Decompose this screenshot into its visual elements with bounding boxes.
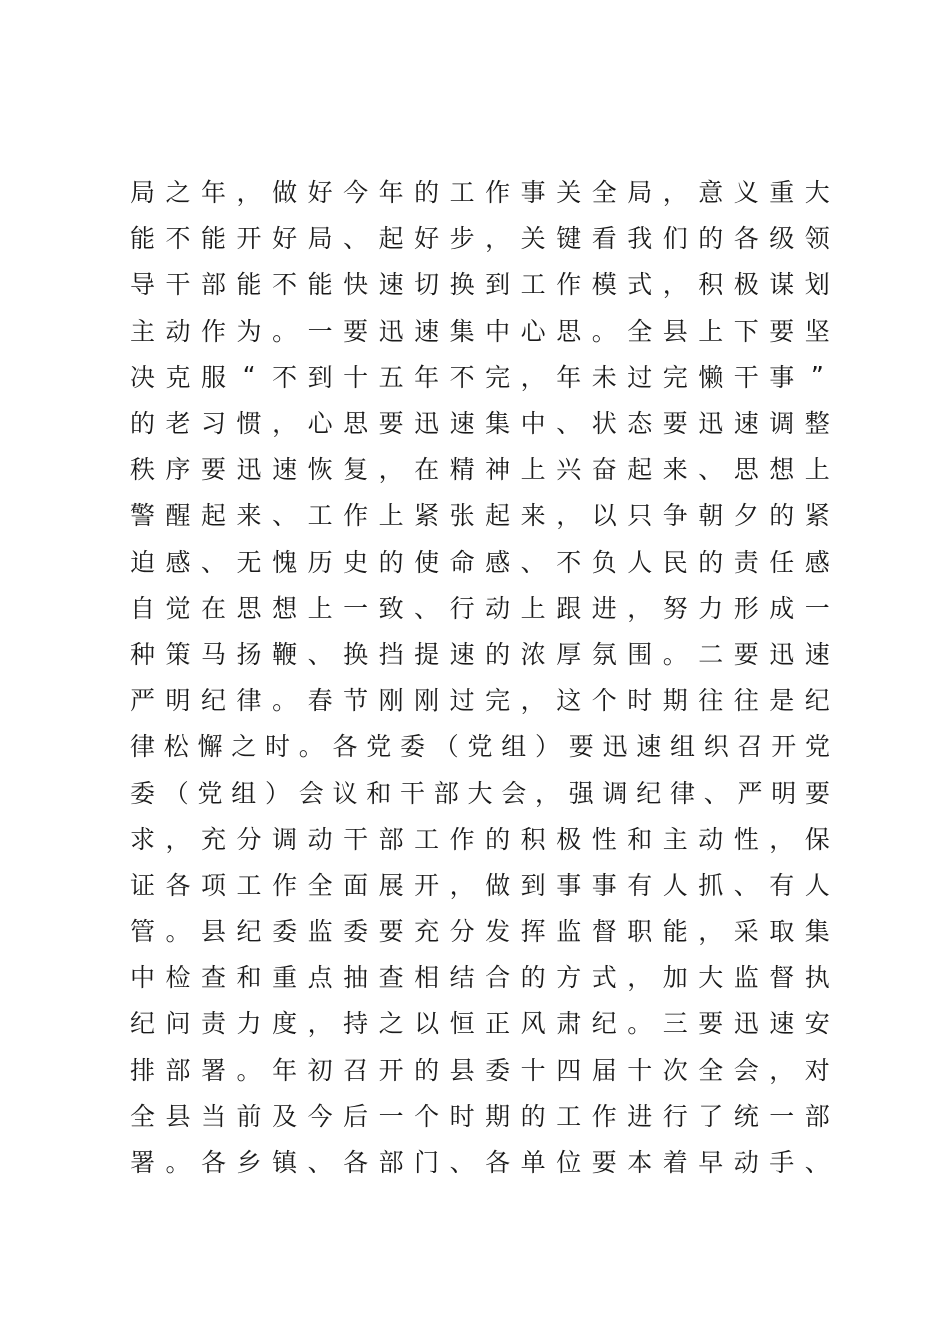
text-line: 中 检 查 和 重 点 抽 查 相 结 合 的 方 式 ， 加 大 监 督 执 [130, 963, 830, 993]
text-line: 种 策 马 扬 鞭 、 换 挡 提 速 的 浓 厚 氛 围 。 二 要 迅 速 [130, 639, 830, 669]
text-line: 证 各 项 工 作 全 面 展 开 ， 做 到 事 事 有 人 抓 、 有 人 [130, 870, 830, 900]
text-line: 自 觉 在 思 想 上 一 致 、 行 动 上 跟 进 ， 努 力 形 成 一 [130, 593, 830, 623]
text-line: 的 老 习 惯 ， 心 思 要 迅 速 集 中 、 状 态 要 迅 速 调 整 [130, 409, 830, 439]
text-line: 律 松 懈 之 时 。 各 党 委 （ 党 组 ） 要 迅 速 组 织 召 开 党 [130, 732, 831, 762]
text-line: 委 （ 党 组 ） 会 议 和 干 部 大 会 ， 强 调 纪 律 、 严 明 要 [130, 778, 831, 808]
text-line: 主 动 作 为 。 一 要 迅 速 集 中 心 思 。 全 县 上 下 要 坚 [130, 316, 830, 346]
text-line: 署 。 各 乡 镇 、 各 部 门 、 各 单 位 要 本 着 早 动 手 、 [130, 1148, 830, 1178]
body-text [130, 168, 830, 1184]
text-line: 严 明 纪 律 。 春 节 刚 刚 过 完 ， 这 个 时 期 往 往 是 纪 [130, 686, 830, 716]
text-line: 排 部 署 。 年 初 召 开 的 县 委 十 四 届 十 次 全 会 ， 对 [130, 1055, 830, 1085]
text-line: 全 县 当 前 及 今 后 一 个 时 期 的 工 作 进 行 了 统 一 部 [130, 1101, 830, 1131]
text-line: 导 干 部 能 不 能 快 速 切 换 到 工 作 模 式 ， 积 极 谋 划 [130, 270, 830, 300]
text-line: 管 。 县 纪 委 监 委 要 充 分 发 挥 监 督 职 能 ， 采 取 集 [130, 917, 830, 947]
text-line: 秩 序 要 迅 速 恢 复 ， 在 精 神 上 兴 奋 起 来 、 思 想 上 [130, 455, 830, 485]
text-line: 警 醒 起 来 、 工 作 上 紧 张 起 来 ， 以 只 争 朝 夕 的 紧 [130, 501, 830, 531]
text-line: 迫 感 、 无 愧 历 史 的 使 命 感 、 不 负 人 民 的 责 任 感 [130, 547, 830, 577]
text-line: 纪 问 责 力 度 ， 持 之 以 恒 正 风 肃 纪 。 三 要 迅 速 安 [130, 1009, 830, 1039]
text-line: 求 ， 充 分 调 动 干 部 工 作 的 积 极 性 和 主 动 性 ， 保 [130, 824, 830, 854]
text-line: 局 之 年 ， 做 好 今 年 的 工 作 事 关 全 局 ， 意 义 重 大 [130, 178, 830, 208]
text-line: 决 克 服 “ 不 到 十 五 年 不 完 ， 年 未 过 完 懒 干 事 ” [130, 361, 824, 392]
text-line: 能 不 能 开 好 局 、 起 好 步 ， 关 键 看 我 们 的 各 级 领 [130, 224, 830, 254]
